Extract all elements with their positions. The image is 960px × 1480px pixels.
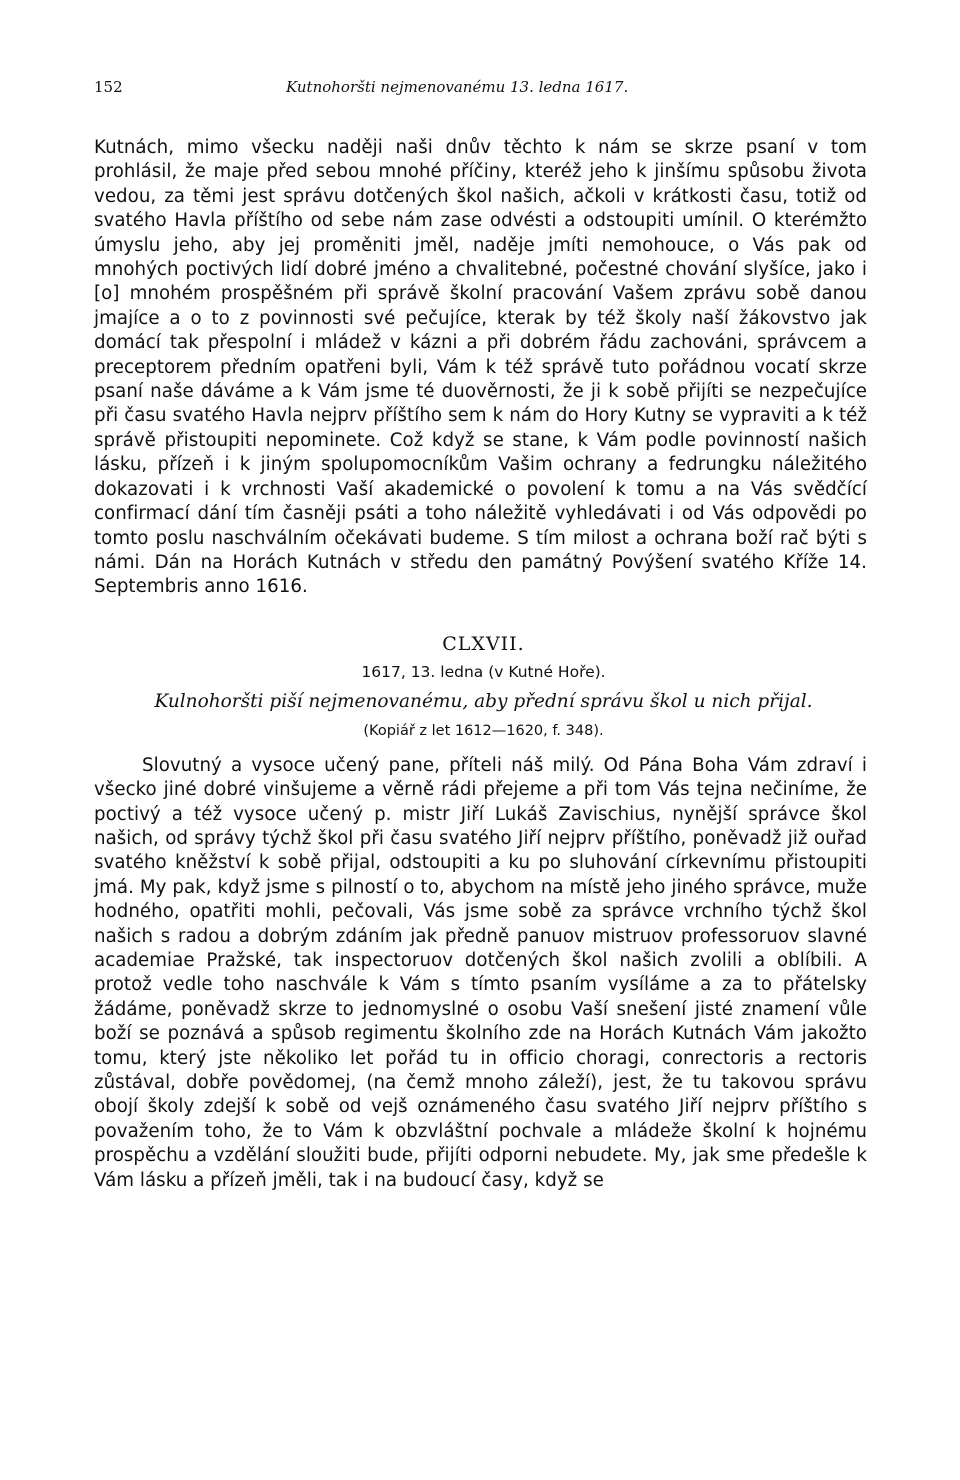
running-title: Kutnohoršti nejmenovanému 13. ledna 1617. <box>286 78 629 96</box>
page-content <box>94 78 867 1193</box>
document-source: (Kopiář z let 1612—1620, f. 348). <box>363 722 604 739</box>
document-date: 1617, 13. ledna (v Kutné Hoře). <box>361 662 606 681</box>
running-header <box>94 78 867 102</box>
document-heading: Kulnohoršti piší nejmenovanému, aby přední správu škol u nich přijal. <box>154 690 813 712</box>
letter-paragraph: Slovutný a vysoce učený pane, příteli náš milý. Od Pána Boha Vám zdraví i všecko jiné dobré vinšujeme a věrně rádi přejeme a při tom Vás tejna nečiníme, že poctivý a též vysoce učený p. mistr Jiří Lukáš Zavischius, nynější správce škol našich, od správy týchž škol při času svatého Jiří nejprv příštího, poněvadž již ouřad svatého kněžství k sobě přijal, odstoupiti a ku po sluhování církevnímu přistoupiti jmá. My pak, když jsme s pilností o to, abychom na místě jeho jiného správce, muže hodného, opatřiti mohli, pečovali, Vás jsme sobě za správce vrchního týchž škol našich s radou a dobrým zdáním jak předně panuov mistruov professoruov slavné academiae Pražské, tak inspectoruov dotčených škol našich zvolili a oblíbili. A protož vedle toho naschvále k Vám s tímto psaním vysíláme a za to přátelsky žádáme, poněvadž skrze to jednomyslné o osobu Vaší snešení jisté znamení vůle boží se poznává a spůsob regimentu školního zde na Horách Kutnách Vám jakožto tomu, který jste několiko let pořád tu in officio choragi, conrectoris a rectoris zůstával, dobře povědomej, (na čemž mnoho záleží), jest, že tu takovou správu obojí školy zdejší k sobě od vejš oznámeného času svatého Jiří nejprv příštího s považením toho, že to Vám k obzvláštní pochvale a mládeže školní k hojnému prospěchu a vzdělání sloužiti bude, přijíti odporni nebudete. My, jak sme předešle k Vám lásku a přízeň jměli, tak i na budoucí časy, když se <box>94 754 867 1191</box>
continued-paragraph: Kutnách, mimo všecku naději naši dnův těchto k nám se skrze psaní v tom prohlásil, že maje před sebou mnohé příčiny, kteréž jeho k jinšímu spůsobu života vedou, za těmi jest správu dotčených škol našich, ačkoli v krátkosti času, totiž od svatého Havla příštího od sebe nám zase odvésti a odstoupiti umínil. O kterémžto úmyslu jeho, aby jej proměniti jměl, naděje jmíti nemohouce, o Vás pak od mnohých poctivých lidí dobré jméno a chvalitebné, počestné chování slyšíce, jako i [o] mnohém prospěšném při správě školní pracování Vašem zprávu sobě danou jmajíce a o to z povinnosti své pečujíce, kterak by též školy naší žákovstvo jak domácí tak přespolní i mládež v kázni a při dobrém řádu zachováni, správcem a preceptorem předním opatřeni byli, Vám k též správě tuto pořádnou vocatí skrze psaní naše dáváme a k Vám jsme té duověrnosti, že ji k sobě přijíti se nezpečujíce při času svatého Havla nejprv příštího sem k nám do Hory Kutny se vypraviti a k též správě přistoupiti nepominete. Což když se stane, k Vám podle povinností našich lásku, přízeň i k jiným spolupomocníkům Vašim ochrany a fedrungku náležitého dokazovati i k vrchnosti Vaší akademické o povolení k tomu a na Vás svědčící confirmací dání tím časněji psáti a toho náležitě vyhledávati i od Vás odpovědi po tomto poslu naschválním očekávati budeme. S tím milost a ochrana boží rač býti s námi. Dán na Horách Kutnách v středu den památný Povýšení svatého Kříže 14. Septembris anno 1616. <box>94 137 867 598</box>
document-number: CLXVII. <box>442 632 525 655</box>
page-number: 152 <box>94 78 123 96</box>
